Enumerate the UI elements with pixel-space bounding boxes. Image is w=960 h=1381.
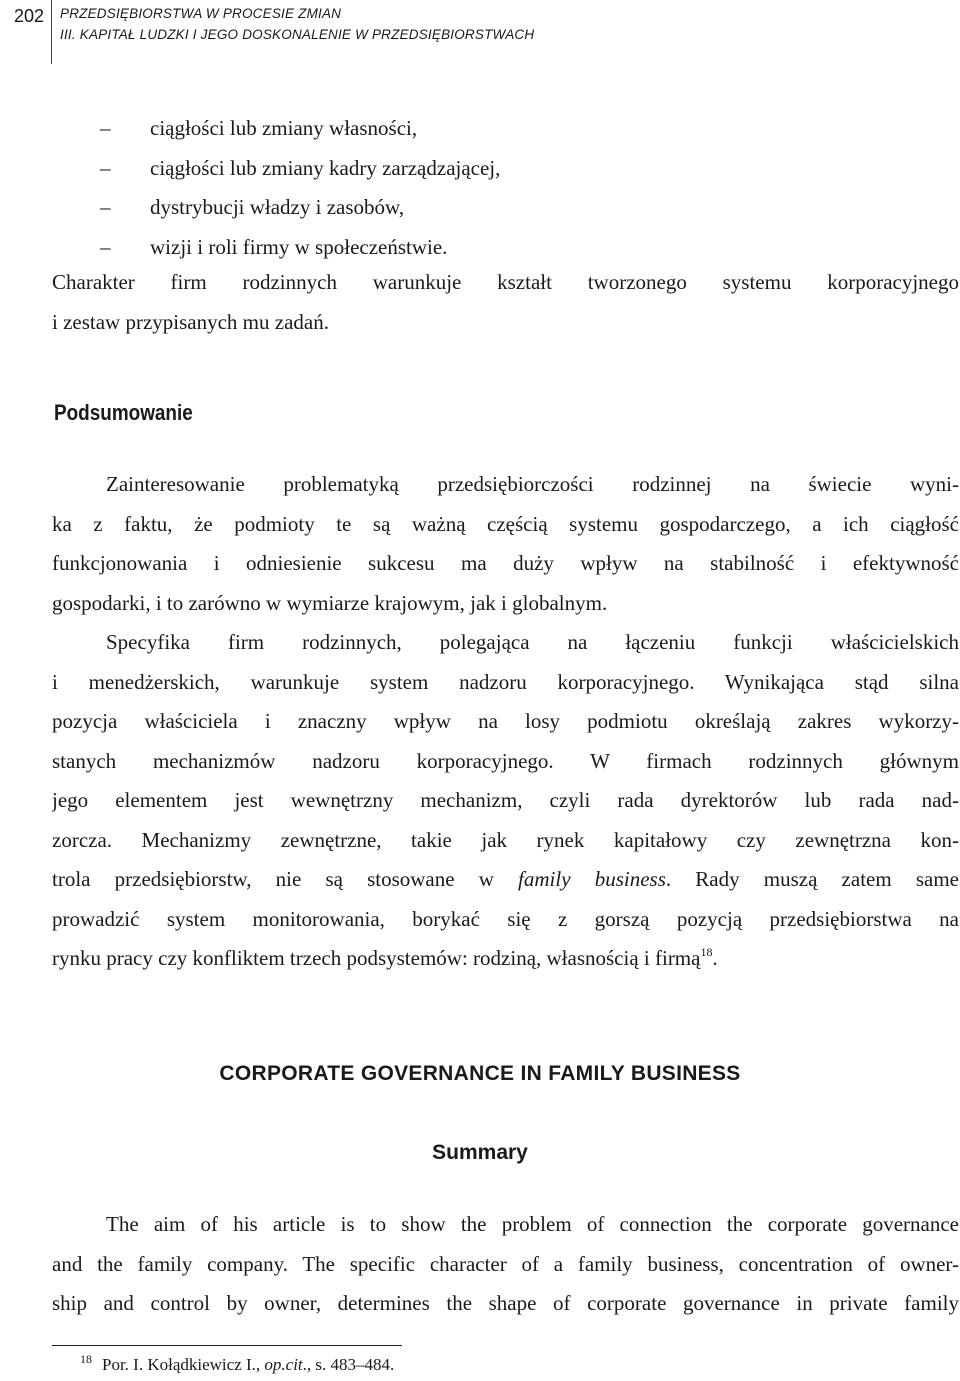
text-line: Specyfika firm rodzinnych, polegająca na łączeniu funkcji właścicielskich [106,630,959,654]
text-line: ship and control by owner, determines the shape of corporate governance in private family [52,1291,959,1315]
text-line: Charakter firm rodzinnych warunkuje kształt tworzonego systemu korporacyjnego [52,270,959,294]
summary-paragraph-1 [52,465,959,623]
text-line: ka z faktu, że podmioty te są ważną częścią systemu gospodarczego, a ich ciągłość [52,511,959,536]
running-title-chapter: III. KAPITAŁ LUDZKI I JEGO DOSKONALENIE W PRZEDSIĘBIORSTWACH [60,27,535,42]
text-line: prowadzić system monitorowania, borykać się z gorszą pozycją przedsiębiorstwa na [52,906,959,931]
footnote: $^{18}$ Por. I. Kołądkiewicz I., op.cit., s. 483–484. [80,1352,395,1374]
footnote-divider [52,1345,402,1346]
english-title: CORPORATE GOVERNANCE IN FAMILY BUSINESS [219,1062,741,1085]
text-line: Zainteresowanie problematyką przedsiębiorczości rodzinnej na świecie wyni- [106,472,959,496]
text-line: gospodarki, i to zarówno w wymiarze krajowym, jak i globalnym. [52,590,608,615]
after-list-paragraph [52,263,959,342]
list-item: – wizji i roli firmy w społeczeństwie. [100,228,500,268]
text-line: and the family company. The specific character of a family business, concentration of owner- [52,1251,959,1276]
section-heading: Podsumowanie [54,400,193,425]
running-title-book: PRZEDSIĘBIORSTWA W PROCESIE ZMIAN [60,6,342,21]
summary-paragraph-2 [52,623,959,979]
text-line: zorcza. Mechanizmy zewnętrzne, takie jak rynek kapitałowy czy zewnętrzna kon- [52,827,959,852]
list-item: – ciągłości lub zmiany własności, [100,109,500,149]
text-line: trola przedsiębiorstw, nie są stosowane w family business. Rady muszą zatem same [52,867,959,891]
text-line: jego elementem jest wewnętrzny mechanizm, czyli rada dyrektorów lub rada nad- [52,788,959,812]
dash-list [100,109,500,267]
dash-bullet: – [100,116,111,140]
list-item: – ciągłości lub zmiany kadry zarządzającej, [100,149,500,189]
dash-bullet: – [100,234,111,259]
english-subtitle: Summary [432,1141,528,1164]
italic-term: family business [518,867,666,891]
footnote-reference: 18 [700,945,713,959]
page-number: 202 [13,6,44,26]
text-line: stanych mechanizmów nadzoru korporacyjnego. W firmach rodzinnych głównym [52,748,959,773]
text-line: rynku pracy czy konfliktem trzech podsystemów: rodziną, własnością i firmą$^{18}$. [52,945,718,970]
text-line: i zestaw przypisanych mu zadań. [52,309,329,334]
dash-bullet: – [100,155,111,180]
english-summary-paragraph [52,1205,959,1324]
list-item: – dystrybucji władzy i zasobów, [100,188,500,228]
text-line: i menedżerskich, warunkuje system nadzoru korporacyjnego. Wynikająca stąd silna [52,669,959,694]
dash-bullet: – [100,195,111,219]
footnote-number: 18 [80,1352,92,1366]
footnote-italic: op.cit [264,1355,303,1374]
text-line: funkcjonowania i odniesienie sukcesu ma duży wpływ na stabilność i efektywność [52,551,959,575]
header-divider [51,0,52,64]
text-line: The aim of his article is to show the problem of connection the corporate governance [106,1212,959,1236]
text-line: pozycja właściciela i znaczny wpływ na losy podmiotu określają zakres wykorzy- [52,709,959,733]
